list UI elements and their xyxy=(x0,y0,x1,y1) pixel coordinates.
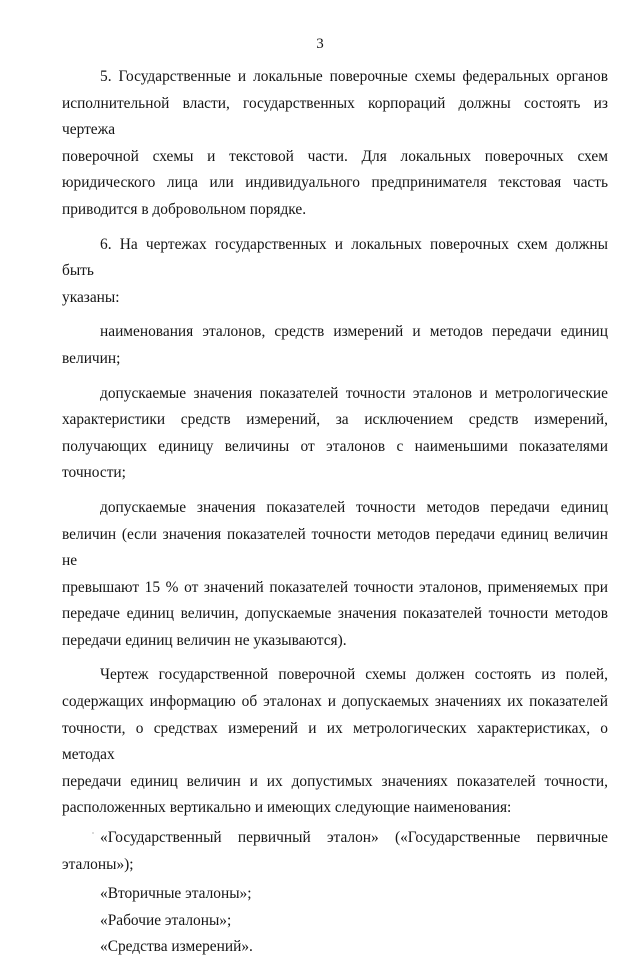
paragraph-5-line: 5. Государственные и локальные поверочные схемы федеральных органов xyxy=(100,68,608,85)
drawing-paragraph-line: Чертеж государственной поверочной схемы должен состоять из полей, xyxy=(100,666,608,684)
field-name-line: эталоны»); xyxy=(62,855,134,873)
scan-speck xyxy=(92,832,94,834)
drawing-paragraph-line: содержащих информацию об эталонах и допускаемых значениях их показателей xyxy=(62,693,608,711)
list-item-line: величин; xyxy=(62,349,121,367)
paragraph-5-line: юридического лица или индивидуального предпринимателя текстовая часть xyxy=(62,174,608,192)
list-item-line: передаче единиц величин, допускаемые значения показателей точности методов xyxy=(62,605,608,623)
list-item-line: характеристики средств измерений, за исключением средств измерений, xyxy=(62,411,608,429)
list-item-line: наименования эталонов, средств измерений и методов передачи единиц xyxy=(100,323,608,341)
paragraph-6-line: 6. На чертежах государственных и локальных поверочных схем должны быть xyxy=(62,235,608,280)
list-item-line: получающих единицу величины от эталонов с наименьшими показателями xyxy=(62,437,608,455)
list-item-line: величин (если значения показателей точности методов передачи единиц величин не xyxy=(62,525,608,570)
field-name-line: «Государственный первичный эталон» («Государственные первичные xyxy=(100,829,608,847)
paragraph-5-line: поверочной схемы и текстовой части. Для локальных поверочных схем xyxy=(62,147,608,165)
drawing-paragraph-line: передачи единиц величин и их допустимых значениях показателей точности, xyxy=(62,772,608,790)
list-item-line: допускаемые значения показателей точности эталонов и метрологические xyxy=(100,384,608,402)
field-name-line: «Рабочие эталоны»; xyxy=(100,911,232,929)
list-item-line: передачи единиц величин не указываются). xyxy=(62,631,347,649)
drawing-paragraph-line: точности, о средствах измерений и их метрологических характеристиках, о методах xyxy=(62,719,608,764)
list-item-line: превышают 15 % от значений показателей точности эталонов, применяемых при xyxy=(62,578,608,596)
paragraph-5-line: исполнительной власти, государственных корпораций должны состоять из чертежа xyxy=(62,94,608,139)
paragraph-6-line: указаны: xyxy=(62,288,120,306)
list-item-line: допускаемые значения показателей точности методов передачи единиц xyxy=(100,498,608,516)
field-name-line: «Средства измерений». xyxy=(100,938,253,956)
document-body xyxy=(62,64,608,961)
list-item-line: точности; xyxy=(62,464,126,482)
drawing-paragraph-line: расположенных вертикально и имеющих следующие наименования: xyxy=(62,799,512,817)
page-number: 3 xyxy=(316,36,324,52)
paragraph-5-line: приводится в добровольном порядке. xyxy=(62,200,307,218)
field-name-line: «Вторичные эталоны»; xyxy=(100,885,252,903)
